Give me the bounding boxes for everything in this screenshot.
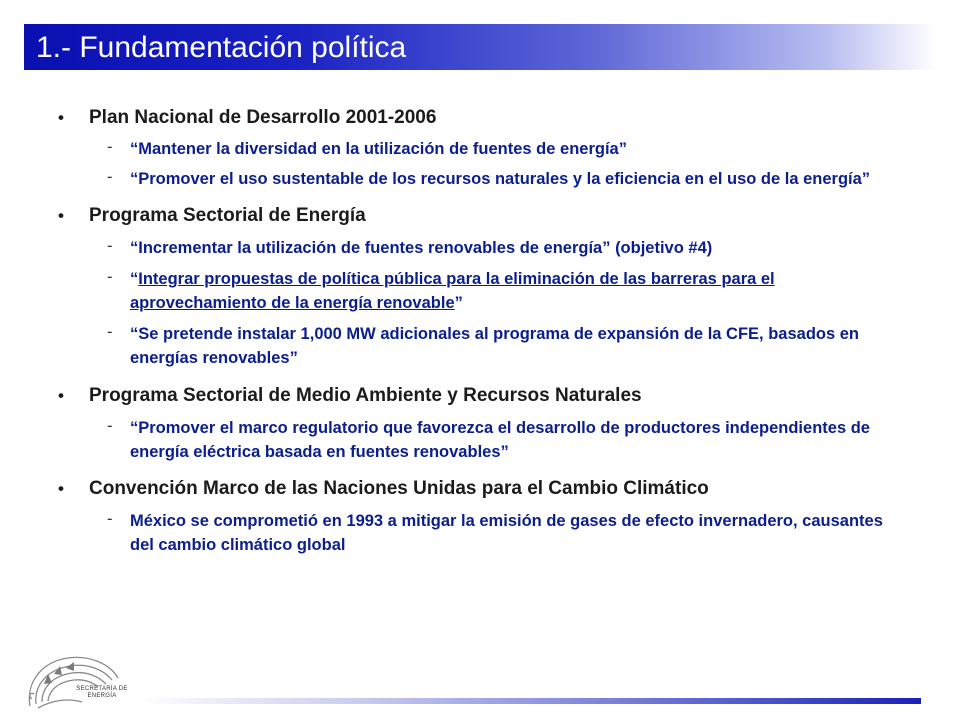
sub-item-text: “Se pretende instalar 1,000 MW adicionales al programa de expansión de la CFE, basados en energías renovables” [130, 325, 859, 367]
bullet-dot-icon: • [58, 108, 64, 127]
sub-item [58, 137, 908, 161]
dash-icon: - [107, 510, 113, 528]
dash-icon: - [107, 323, 113, 341]
sub-item [58, 267, 908, 315]
dash-icon: - [107, 417, 113, 435]
dash-icon: - [107, 168, 113, 186]
sub-item [58, 509, 908, 557]
sub-item [58, 322, 908, 370]
bullet-heading: Programa Sectorial de Energía [89, 205, 366, 226]
bullet-dot-icon: • [58, 386, 64, 405]
sub-item-text: “Promover el uso sustentable de los recursos naturales y la eficiencia en el uso de la energía” [130, 170, 871, 188]
content-list [58, 105, 908, 557]
eagle-emblem-icon [22, 644, 132, 714]
dash-icon: - [107, 237, 113, 255]
sub-item [58, 167, 908, 191]
dash-icon: - [107, 268, 113, 286]
sub-item [58, 416, 908, 464]
sub-item-text: México se comprometió en 1993 a mitigar la emisión de gases de efecto invernadero, causantes del cambio climático global [130, 512, 883, 554]
footer-bar [138, 698, 921, 704]
title-bar [24, 24, 936, 70]
bullet-item [58, 105, 908, 130]
sub-item-text: “Incrementar la utilización de fuentes renovables de energía” (objetivo #4) [130, 239, 713, 257]
close-quote: ” [454, 294, 463, 312]
logo-caption [72, 686, 132, 700]
page-title: 1.- Fundamentación política [36, 31, 407, 64]
sub-item [58, 236, 908, 260]
bullet-heading: Programa Sectorial de Medio Ambiente y Recursos Naturales [89, 385, 642, 406]
bullet-item [58, 383, 908, 408]
underlined-text: Integrar propuestas de política pública para la eliminación de las barreras para el aprovechamiento de la energía renovable [130, 270, 775, 312]
sub-item-text: “Promover el marco regulatorio que favorezca el desarrollo de productores independientes de energía eléctrica basada en fuentes renovables” [130, 419, 870, 461]
bullet-dot-icon: • [58, 479, 64, 498]
sub-item-text: “Mantener la diversidad en la utilización de fuentes de energía” [130, 140, 627, 158]
bullet-item [58, 203, 908, 228]
bullet-item [58, 476, 908, 501]
logo-line-1: SECRETARÍA DE [76, 686, 128, 692]
dash-icon: - [107, 138, 113, 156]
bullet-dot-icon: • [58, 206, 64, 225]
logo-line-2: ENERGÍA [87, 693, 117, 699]
bullet-heading: Convención Marco de las Naciones Unidas para el Cambio Climático [89, 478, 709, 499]
bullet-heading: Plan Nacional de Desarrollo 2001-2006 [89, 107, 437, 128]
open-quote: “ [130, 270, 139, 288]
